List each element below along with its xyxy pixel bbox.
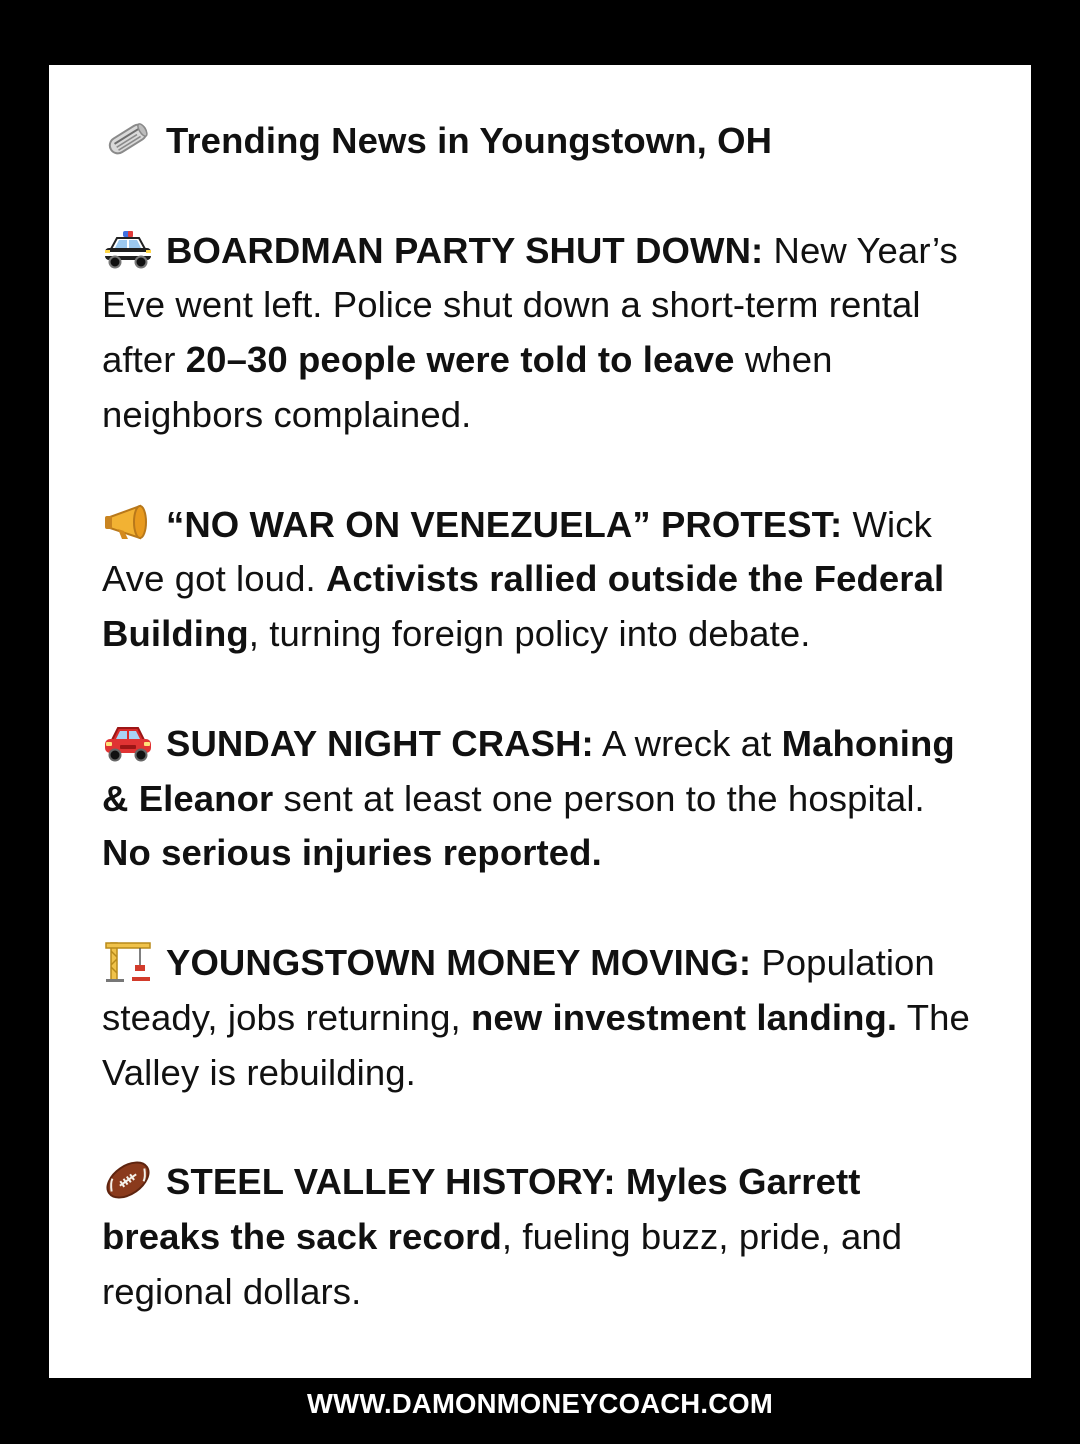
- news-item-money: [102, 936, 979, 1100]
- item-text: The Valley is rebuilding.: [102, 996, 970, 1093]
- headline-crash: SUNDAY NIGHT CRASH:: [166, 722, 594, 764]
- megaphone-icon: [102, 501, 154, 545]
- post-body: [102, 114, 979, 1320]
- construction-crane-icon: [102, 939, 154, 983]
- post-title: [102, 114, 979, 169]
- news-item-steel-valley: [102, 1155, 979, 1319]
- item-text: when neighbors complained.: [102, 339, 833, 435]
- item-emphasis: Mahoning & Eleanor: [102, 722, 955, 819]
- news-item-protest: [102, 498, 979, 662]
- police-car-icon: [102, 227, 154, 271]
- red-car-icon: [102, 720, 154, 764]
- item-text: sent at least one person to the hospital.: [273, 777, 925, 819]
- post-title-text: Trending News in Youngstown, OH: [166, 120, 773, 161]
- item-emphasis: No serious injuries reported.: [102, 832, 602, 874]
- item-text: , fueling buzz, pride, and regional dollars.: [102, 1215, 903, 1312]
- headline-money: YOUNGSTOWN MONEY MOVING:: [166, 941, 752, 983]
- item-text: Population steady, jobs returning,: [102, 941, 935, 1038]
- item-text: A wreck at: [593, 722, 782, 764]
- post-card: [49, 65, 1031, 1378]
- item-emphasis: 20–30 people were told to leave: [185, 339, 735, 381]
- headline-steel-valley: STEEL VALLEY HISTORY:: [166, 1161, 616, 1203]
- american-football-icon: [102, 1158, 154, 1202]
- item-text: [616, 1161, 626, 1202]
- item-text: Wick Ave got loud.: [102, 503, 932, 600]
- item-text: New Year’s Eve went left. Police shut down a short-term rental after: [102, 229, 958, 381]
- news-item-crash: [102, 717, 979, 881]
- item-emphasis: Myles Garrett breaks the sack record: [102, 1161, 861, 1257]
- rolled-newspaper-icon: [102, 117, 154, 161]
- footer-url: WWW.DAMONMONEYCOACH.COM: [307, 1388, 773, 1419]
- headline-protest: “NO WAR ON VENEZUELA” PROTEST:: [166, 503, 843, 545]
- headline-boardman: BOARDMAN PARTY SHUT DOWN:: [166, 229, 764, 271]
- news-item-boardman: [102, 224, 979, 443]
- item-emphasis: new investment landing.: [470, 996, 898, 1038]
- item-text: , turning foreign policy into debate.: [248, 613, 811, 655]
- item-emphasis: Activists rallied outside the Federal Building: [102, 558, 945, 655]
